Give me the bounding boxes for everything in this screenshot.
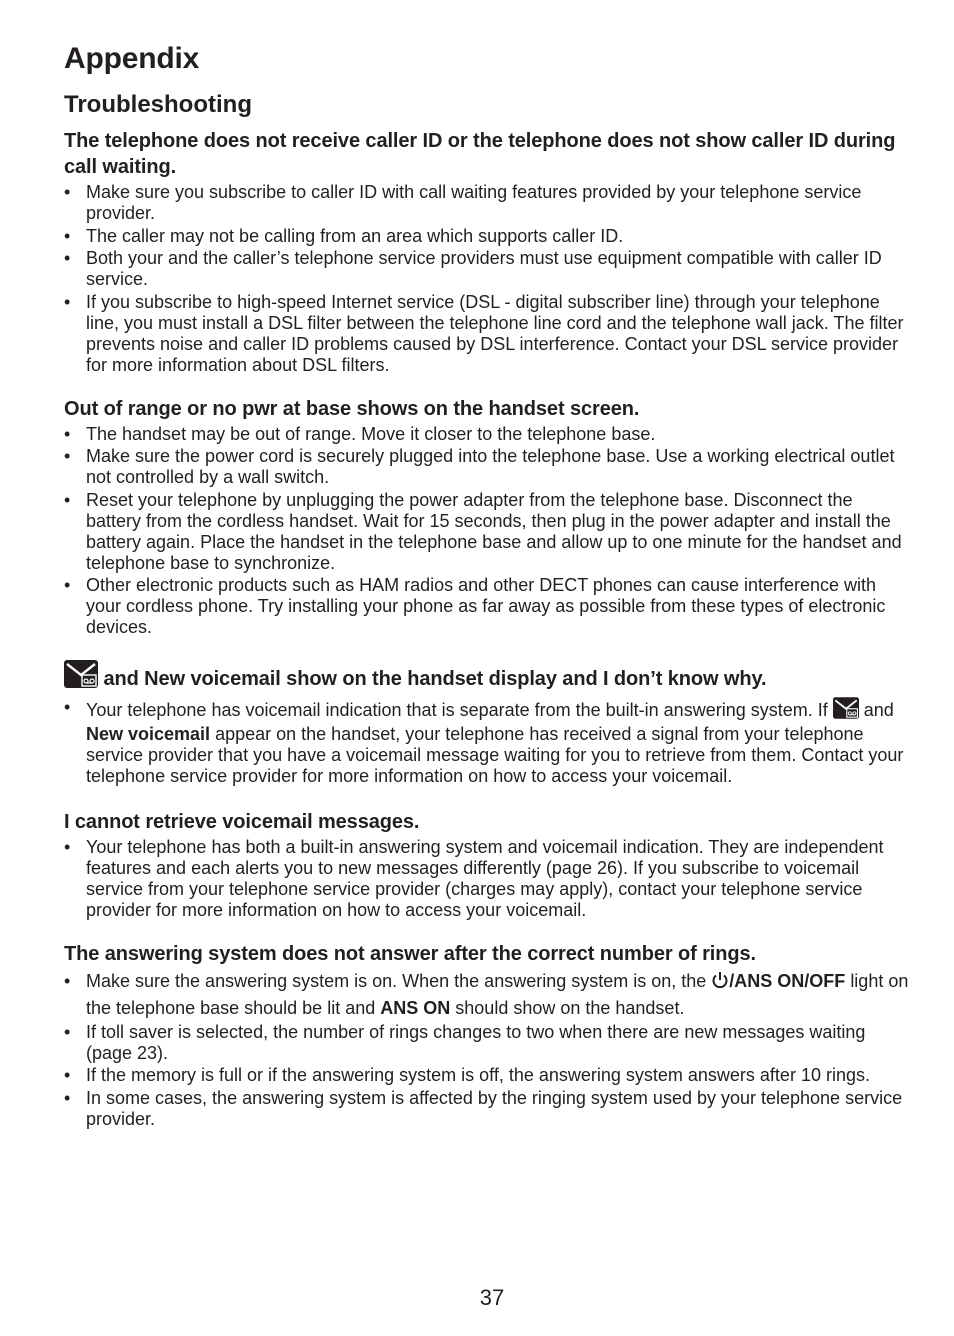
answering-system-section xyxy=(64,941,910,1130)
voicemail-section xyxy=(64,660,910,787)
bullet: • xyxy=(64,1087,71,1108)
bullet: • xyxy=(64,446,71,466)
bullet: • xyxy=(64,423,71,444)
retrieve-voicemail-heading: I cannot retrieve voicemail messages. xyxy=(64,811,420,833)
list-item xyxy=(64,424,910,445)
bullet: • xyxy=(64,1021,71,1042)
bullet: • xyxy=(64,697,71,717)
answering-system-list xyxy=(64,969,910,1130)
page-title: Appendix xyxy=(64,42,200,75)
list-item xyxy=(64,292,910,376)
section-title: Troubleshooting xyxy=(64,91,252,118)
list-item-text-lead: Your telephone has voicemail indication that is separate from the built-in answering system. If xyxy=(86,700,828,720)
caller-id-list xyxy=(64,182,910,376)
bullet: • xyxy=(64,1065,71,1085)
list-item xyxy=(64,490,910,574)
list-item xyxy=(64,1022,910,1064)
list-item-text: Reset your telephone by unplugging the power adapter from the telephone base. Disconnect the battery from the cordless handset. Wait for 15 seconds, then plug in the power adapter and install the battery again. Place the handset in the telephone base and allow up to one minute for the handset and telephone base to synchronize. xyxy=(86,489,902,573)
list-item xyxy=(64,1088,910,1130)
page-number: 37 xyxy=(479,1285,505,1310)
list-item xyxy=(64,575,910,638)
bullet: • xyxy=(64,248,71,268)
list-item xyxy=(64,182,910,224)
power-icon xyxy=(711,971,729,996)
voicemail-heading-text: and New voicemail show on the handset display and I don’t know why. xyxy=(103,668,767,690)
list-item xyxy=(64,969,910,1020)
list-item-text-lead: Make sure the answering system is on. When the answering system is on, the xyxy=(86,971,707,991)
voicemail-envelope-icon xyxy=(833,697,859,724)
retrieve-voicemail-section xyxy=(64,809,910,921)
caller-id-heading: The telephone does not receive caller ID or the telephone does not show caller ID during call waiting. xyxy=(64,130,896,178)
list-item-text: Your telephone has both a built-in answering system and voicemail indication. They are independent features and each alerts you to new messages differently (page 26). If you subscribe to voicemail service from your telephone service provider (charges may apply), contact your telephone service provider for more information on how to access your voicemail. xyxy=(86,837,884,920)
retrieve-voicemail-list xyxy=(64,837,910,921)
list-item xyxy=(64,1065,910,1086)
manual-page xyxy=(64,40,910,1131)
list-item-text: Both your and the caller’s telephone service providers must use equipment compatible with caller ID service. xyxy=(86,248,882,289)
out-of-range-list xyxy=(64,424,910,639)
bullet: • xyxy=(64,489,71,510)
voicemail-envelope-icon xyxy=(64,660,98,695)
bullet: • xyxy=(64,291,71,312)
bullet: • xyxy=(64,971,71,991)
list-item-text-mid: light on the telephone base should be lit and xyxy=(86,971,909,1018)
list-item-text: Other electronic products such as HAM radios and other DECT phones can cause interference with your cordless phone. Try installing your phone as far away as possible from these types of electronic devices. xyxy=(86,575,886,637)
list-item xyxy=(64,248,910,290)
voicemail-list xyxy=(64,697,910,787)
bullet: • xyxy=(64,182,71,202)
list-item-text: If you subscribe to high-speed Internet service (DSL - digital subscriber line) through your telephone line, you must install a DSL filter between the telephone line cord and the telephone wall jack. The filter prevents noise and caller ID problems caused by DSL interference. Contact your DSL service provider for more information about DSL filters. xyxy=(86,291,904,375)
list-item xyxy=(64,446,910,488)
list-item-text-end: should show on the handset. xyxy=(455,998,685,1018)
out-of-range-section xyxy=(64,396,910,639)
list-item-text: The handset may be out of range. Move it closer to the telephone base. xyxy=(86,423,656,444)
ans-on-label: ANS ON xyxy=(380,998,451,1018)
ans-on-off-label: /ANS ON/OFF xyxy=(729,971,846,991)
list-item-text-and: and xyxy=(863,700,894,720)
list-item-text: If the memory is full or if the answering system is off, the answering system answers after 10 rings. xyxy=(86,1065,870,1085)
list-item xyxy=(64,226,910,247)
caller-id-section xyxy=(64,128,910,376)
list-item xyxy=(64,697,910,787)
list-item-text: Make sure the power cord is securely plugged into the telephone base. Use a working electrical outlet not controlled by a wall switch. xyxy=(86,446,895,487)
list-item-text: Make sure you subscribe to caller ID with call waiting features provided by your telephone service provider. xyxy=(86,182,862,223)
list-item-text-rest: appear on the handset, your telephone has received a signal from your telephone service provider that you have a voicemail message waiting for you to retrieve from them. Contact your telephone service provider for more information on how to access your voicemail. xyxy=(86,724,904,786)
list-item-text: In some cases, the answering system is affected by the ringing system used by your telephone service provider. xyxy=(86,1087,903,1129)
list-item xyxy=(64,837,910,921)
out-of-range-heading: Out of range or no pwr at base shows on the handset screen. xyxy=(64,397,640,420)
answering-system-heading: The answering system does not answer after the correct number of rings. xyxy=(64,943,756,965)
bullet: • xyxy=(64,837,71,857)
voicemail-heading xyxy=(64,660,910,695)
bullet: • xyxy=(64,575,71,595)
ans-on-off-key xyxy=(711,971,845,991)
list-item-text: If toll saver is selected, the number of rings changes to two when there are new messages waiting (page 23). xyxy=(86,1021,866,1063)
bullet: • xyxy=(64,225,71,246)
list-item-text: The caller may not be calling from an area which supports caller ID. xyxy=(86,225,624,246)
new-voicemail-label: New voicemail xyxy=(86,724,211,744)
